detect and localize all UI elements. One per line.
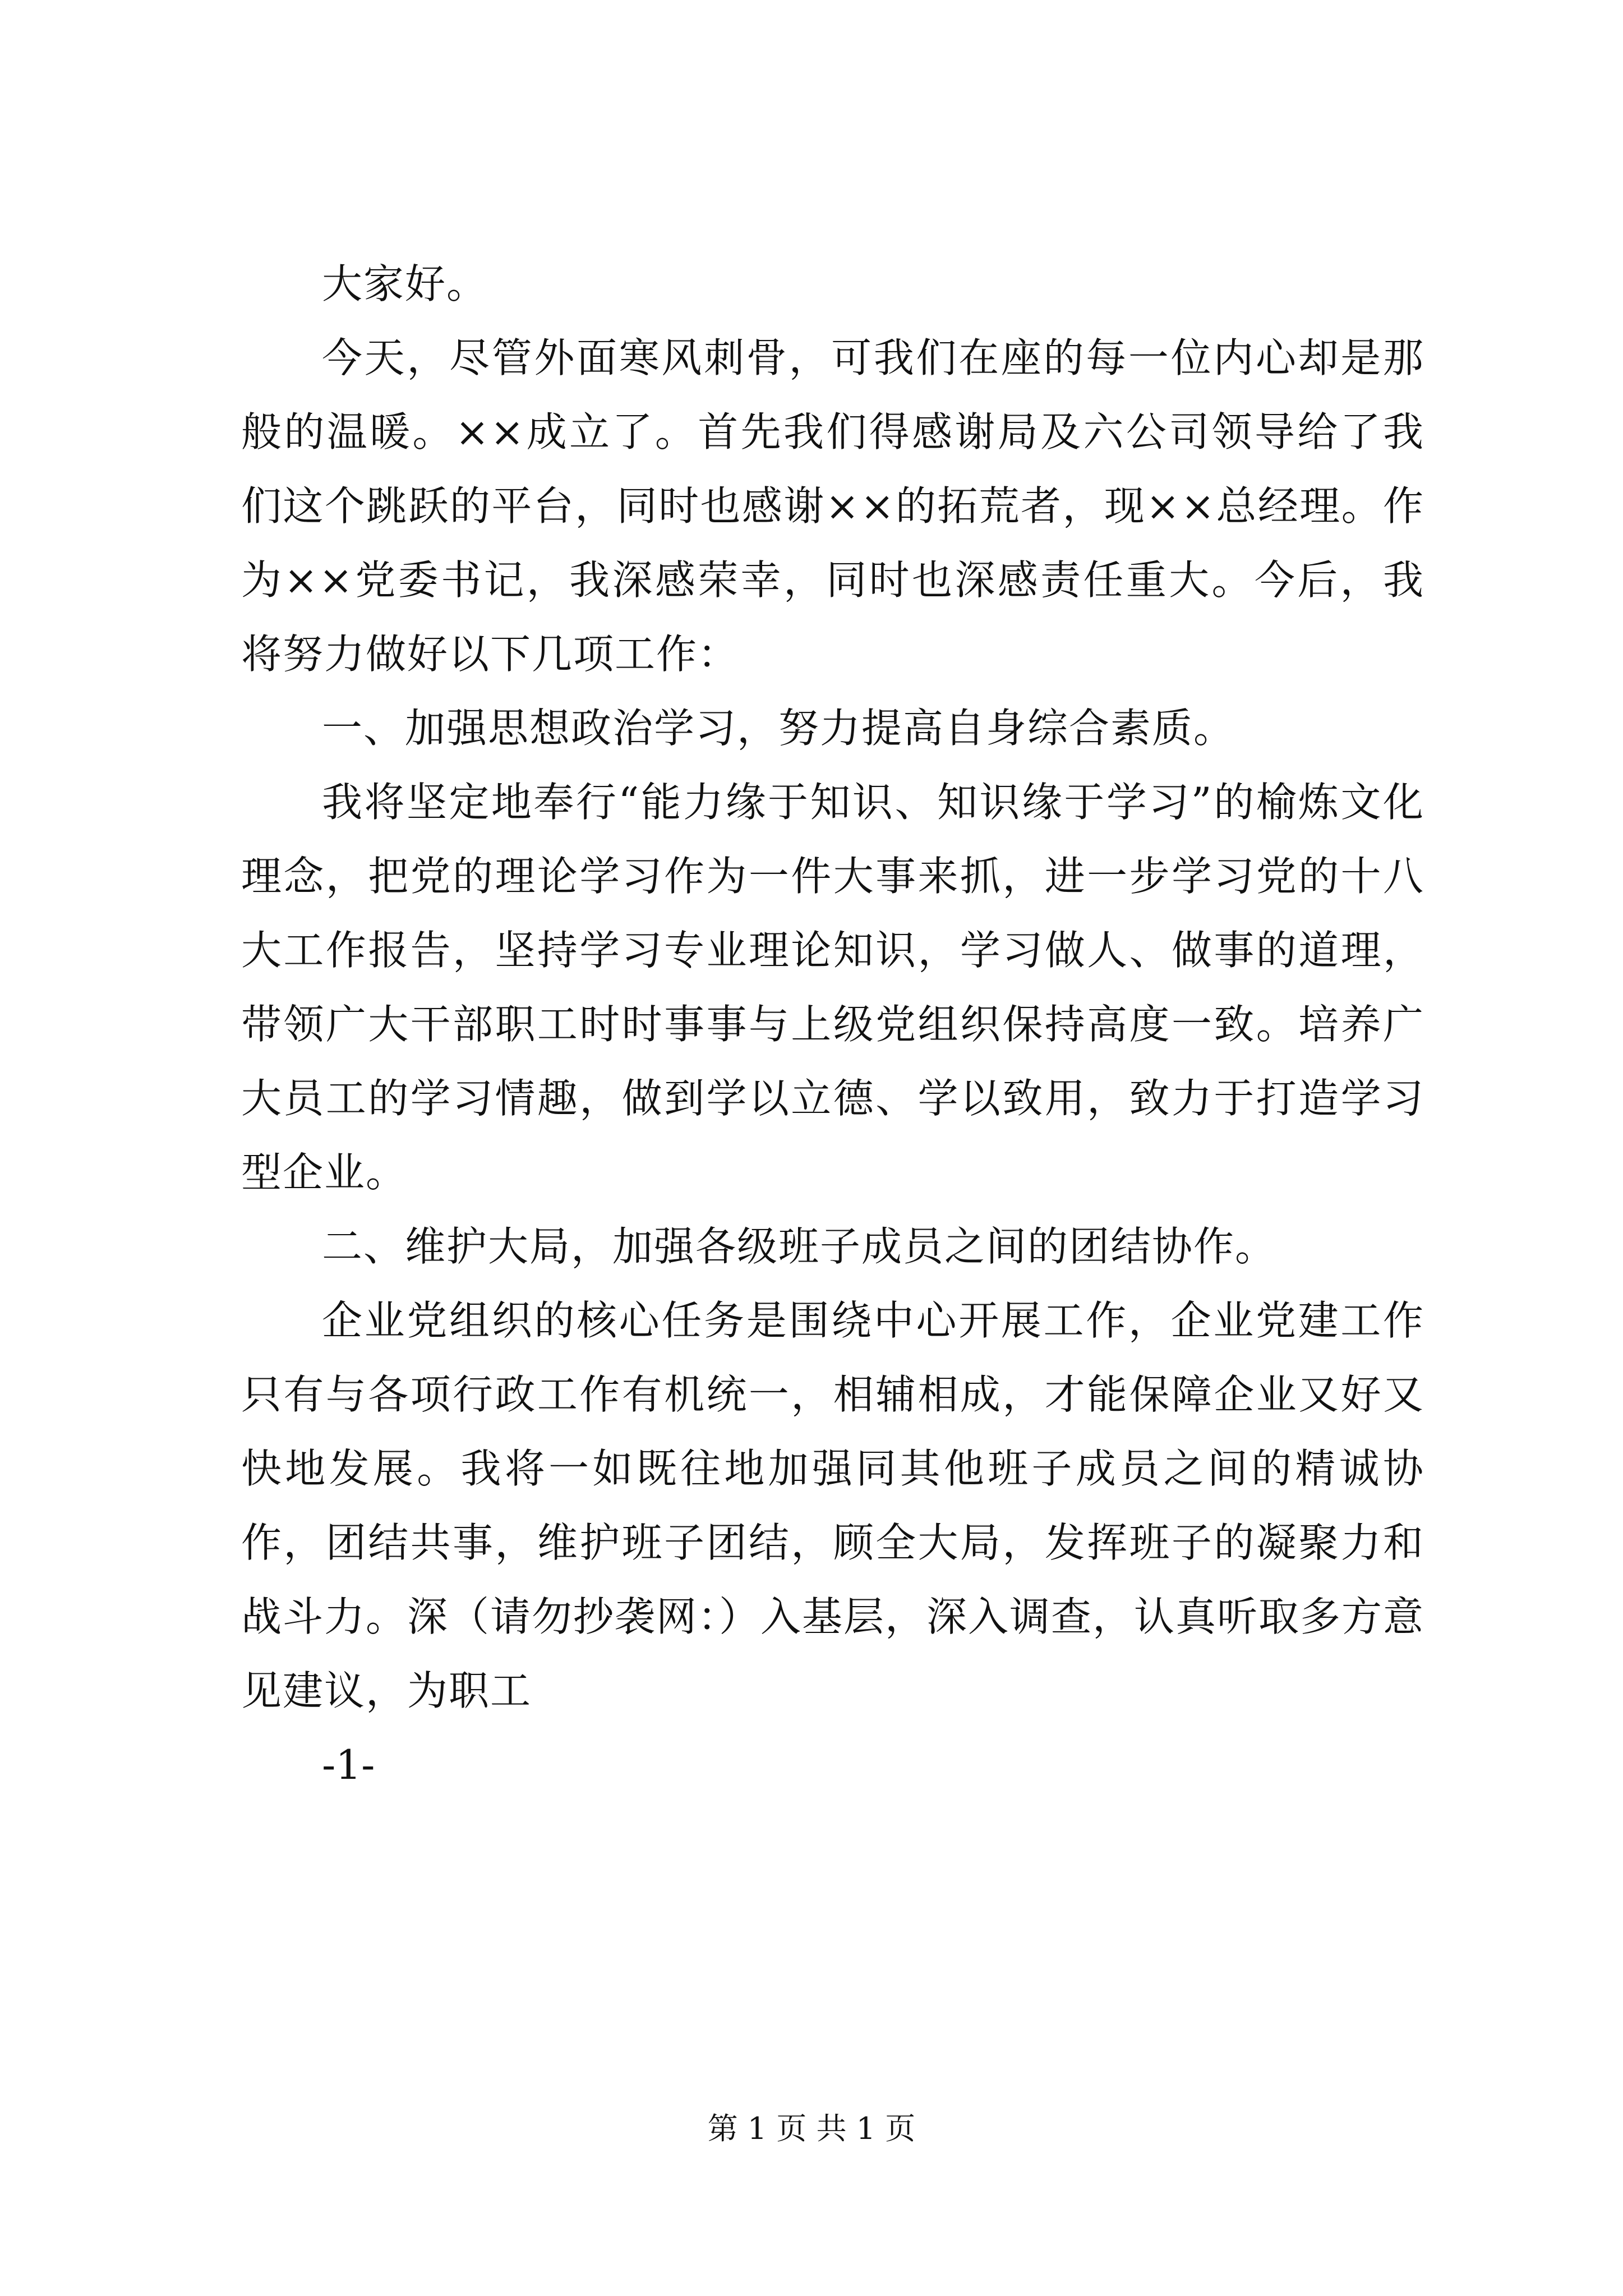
inline-page-number: -1- xyxy=(322,1741,375,1788)
greeting-paragraph: 大家好。 xyxy=(322,260,488,307)
document-body xyxy=(241,247,1424,1802)
page-footer: 第 1 页 共 1 页 xyxy=(707,2111,916,2146)
section-body-2: 企业党组织的核心任务是围绕中心开展工作，企业党建工作只有与各项行政工作有机统一，相辅相成，才能保障企业又好又快地发展。我将一如既往地加强同其他班子成员之间的精诚协作，团结共事，维护班子团结，顾全大局，发挥班子的凝聚力和战斗力。深（请勿抄袭网：）入基层，深入调查，认真听取多方意见建议，为职工 xyxy=(241,1297,1425,1714)
intro-paragraph: 今天，尽管外面寒风刺骨，可我们在座的每一位内心却是那般的温暖。××成立了。首先我们得感谢局及六公司领导给了我们这个跳跃的平台，同时也感谢××的拓荒者，现××总经理。作为××党委书记，我深感荣幸，同时也深感责任重大。今后，我将努力做好以下几项工作： xyxy=(241,334,1424,678)
section-body-1: 我将坚定地奉行“能力缘于知识、知识缘于学习”的榆炼文化理念，把党的理论学习作为一件大事来抓，进一步学习党的十八大工作报告，坚持学习专业理论知识，学习做人、做事的道理，带领广大干部职工时时事事与上级党组织保持高度一致。培养广大员工的学习情趣，做到学以立德、学以致用，致力于打造学习型企业。 xyxy=(241,779,1424,1196)
section-heading-1: 一、加强思想政治学习，努力提高自身综合素质。 xyxy=(322,705,1235,752)
section-heading-2: 二、维护大局，加强各级班子成员之间的团结协作。 xyxy=(322,1223,1277,1270)
